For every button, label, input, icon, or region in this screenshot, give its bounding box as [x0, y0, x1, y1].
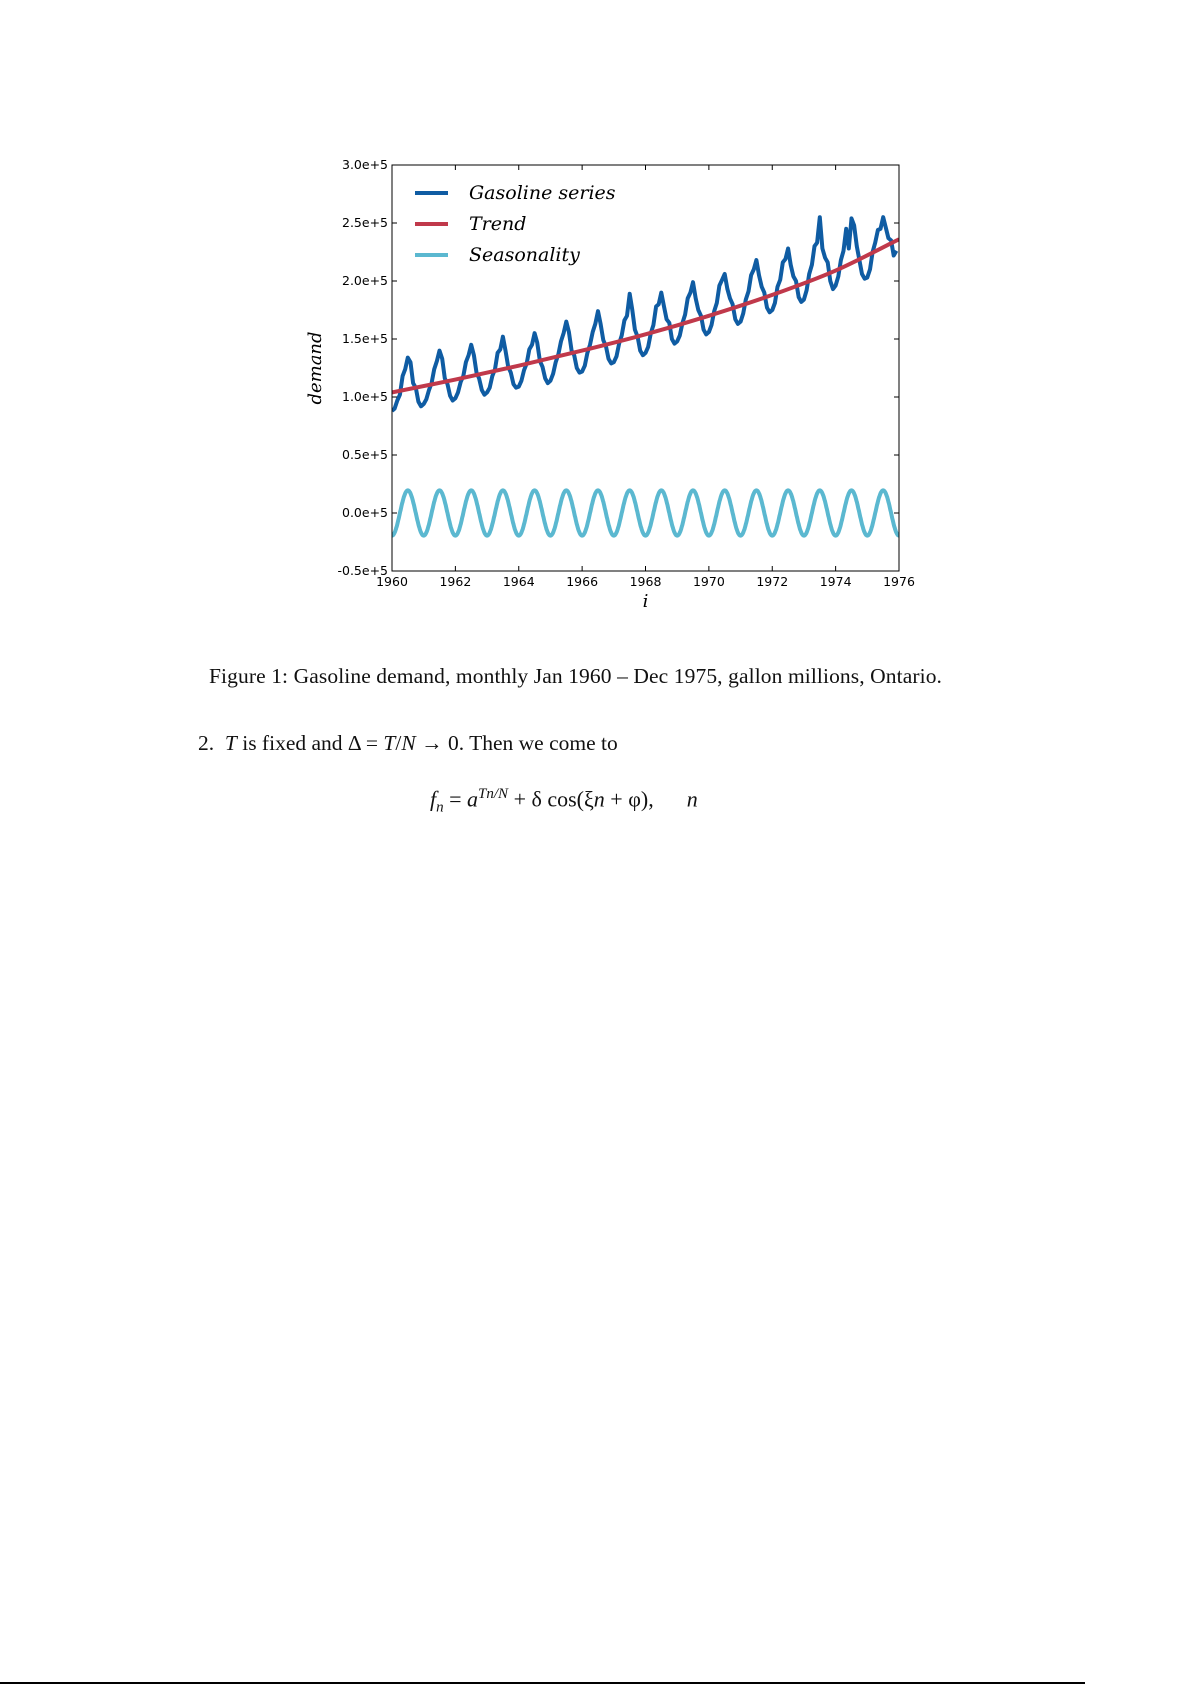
eq-exponent: Tn/N — [478, 786, 509, 802]
x-tick-label: 1968 — [629, 574, 662, 589]
list-item-2 — [198, 731, 618, 756]
var-T2: T — [383, 731, 396, 755]
eq-sub-n: n — [436, 799, 444, 816]
y-tick-label: 2.5e+5 — [342, 215, 388, 230]
item-text-tail: → 0. Then we come to — [415, 731, 618, 755]
x-tick-label: 1974 — [819, 574, 852, 589]
display-equation — [430, 786, 698, 817]
slash: / — [395, 731, 402, 755]
eq-n: n — [593, 786, 605, 812]
eq-tail: + φ), — [604, 786, 654, 812]
y-tick-label: 1.0e+5 — [342, 389, 388, 404]
figure-caption: Figure 1: Gasoline demand, monthly Jan 1960 – Dec 1975, gallon millions, Ontario. — [209, 664, 943, 688]
eq-trailing-n: n — [686, 786, 698, 812]
y-tick-label: 0.0e+5 — [342, 505, 388, 520]
y-tick-label: 3.0e+5 — [342, 157, 388, 172]
seasonality-line — [392, 490, 899, 535]
x-tick-label: 1976 — [883, 574, 915, 589]
legend-seasonality-label: Seasonality — [469, 244, 580, 266]
y-tick-label: 1.5e+5 — [342, 331, 388, 346]
gasoline-series-line — [392, 217, 896, 411]
y-tick-label: 0.5e+5 — [342, 447, 388, 462]
x-tick-label: 1964 — [502, 574, 535, 589]
y-axis-label: demand — [305, 331, 326, 405]
x-tick-label: 1972 — [756, 574, 789, 589]
y-tick-label: -0.5e+5 — [337, 563, 388, 578]
item-number: 2. — [198, 731, 215, 755]
var-T: T — [224, 731, 237, 755]
x-tick-label: 1962 — [439, 574, 472, 589]
x-tick-label: 1960 — [376, 574, 408, 589]
gasoline-demand-chart — [0, 0, 1192, 640]
eq-f: f — [430, 786, 437, 812]
var-N: N — [401, 731, 416, 755]
eq-equals: = — [443, 786, 468, 812]
x-tick-label: 1970 — [692, 574, 725, 589]
legend-gasoline-label: Gasoline series — [469, 182, 616, 204]
item-text: is fixed and Δ = — [236, 731, 384, 755]
chart-legend — [415, 182, 616, 266]
y-tick-label: 2.0e+5 — [342, 273, 388, 288]
x-tick-label: 1966 — [566, 574, 599, 589]
legend-trend-label: Trend — [469, 213, 527, 235]
eq-a: a — [467, 786, 479, 812]
page-bottom-rule — [0, 1682, 1085, 1684]
x-axis-label: i — [642, 591, 649, 612]
eq-rest: + δ cos(ξ — [508, 786, 594, 812]
